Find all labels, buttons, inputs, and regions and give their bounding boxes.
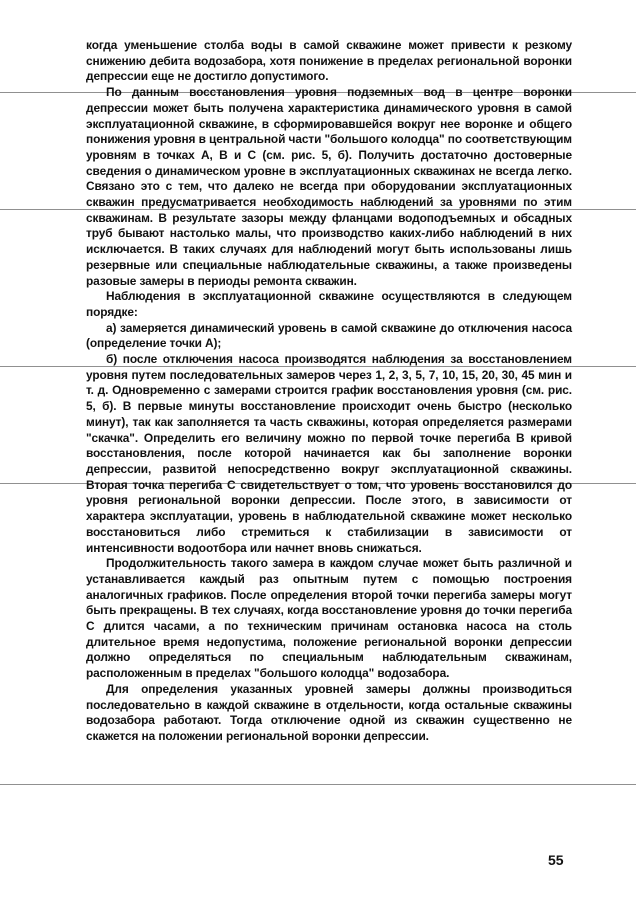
list-item: б) после отключения насоса производятся наблюдения за восстановлением уровня путем последовательных замеров через 1, 2, 3, 5, 7, 10, 15, 20, 30, 45 мин и т. д. Одновременно с замерами строится график восстановления уровня (см. рис. 5, б). В первые минуты восстановление происходит очень быстро (несколько минут), так как заполняется та часть скважины, которая определяется размерами "скачка". Определить его величину можно по первой точке перегиба B кривой восстановления, после которой начинается как бы заполнение воронки депрессии, развитой непосредственно вокруг эксплуатационной скважины. Вторая точка перегиба C свидетельствует о том, что уровень восстановился до уровня региональной воронки депрессии. После этого, в зависимости от характера эксплуатации, уровень в наблюдательной скважине может несколько восстановиться либо стремиться к стабилизации в зависимости от интенсивности водоотбора или начнет вновь снижаться.	[86, 352, 572, 555]
paragraph: когда уменьшение столба воды в самой скважине может привести к резкому снижению дебита водозабора, хотя понижение в пределах региональной воронки депрессии еще не достигло допустимого.	[86, 38, 572, 84]
paragraph: Наблюдения в эксплуатационной скважине осуществляются в следующем порядке:	[86, 289, 572, 319]
paragraph: Для определения указанных уровней замеры должны производиться последовательно в каждой скважине в отдельности, когда остальные скважины водозабора работают. Тогда отключение одной из скважин существенно не скажется на положении региональной воронки депрессии.	[86, 681, 572, 743]
paragraph: Продолжительность такого замера в каждом случае может быть различной и устанавливается каждый раз опытным путем с помощью построения аналогичных графиков. После определения второй точки перегиба замеры могут быть прекращены. В тех случаях, когда восстановление уровня до точки перегиба C длится часами, а по техническим причинам остановка насоса на столь длительное время недопустима, положение региональной воронки депрессии должно определяться по специальным наблюдательным скважинам, расположенным в пределах "большого колодца" водозабора.	[86, 556, 572, 681]
document-page	[86, 38, 572, 745]
scan-line	[0, 784, 636, 785]
page-number: 55	[548, 852, 564, 868]
paragraph: По данным восстановления уровня подземных вод в центре воронки депрессии может быть получена характеристика динамического уровня в самой эксплуатационной скважине, в сформировавшейся вокруг нее воронке и общего понижения уровня в центральной части "большого колодца" по соответствующим уровням в точках A, B и C (см. рис. 5, б). Получить достаточно достоверные сведения о динамическом уровне в эксплуатационных скважинах не всегда легко. Связано это с тем, что далеко не всегда при оборудовании эксплуатационных скважин предусматривается необходимость наблюдений за уровнями по этим скважинам. В результате зазоры между фланцами водоподъемных и обсадных труб бывают настолько малы, что производство каких-либо наблюдений в них исключается. В таких случаях для наблюдений могут быть использованы лишь резервные или специальные наблюдательные скважины, а также произведены разовые замеры в периоды ремонта скважин.	[86, 85, 572, 288]
list-item: а) замеряется динамический уровень в самой скважине до отключения насоса (определение точки A);	[86, 320, 572, 351]
